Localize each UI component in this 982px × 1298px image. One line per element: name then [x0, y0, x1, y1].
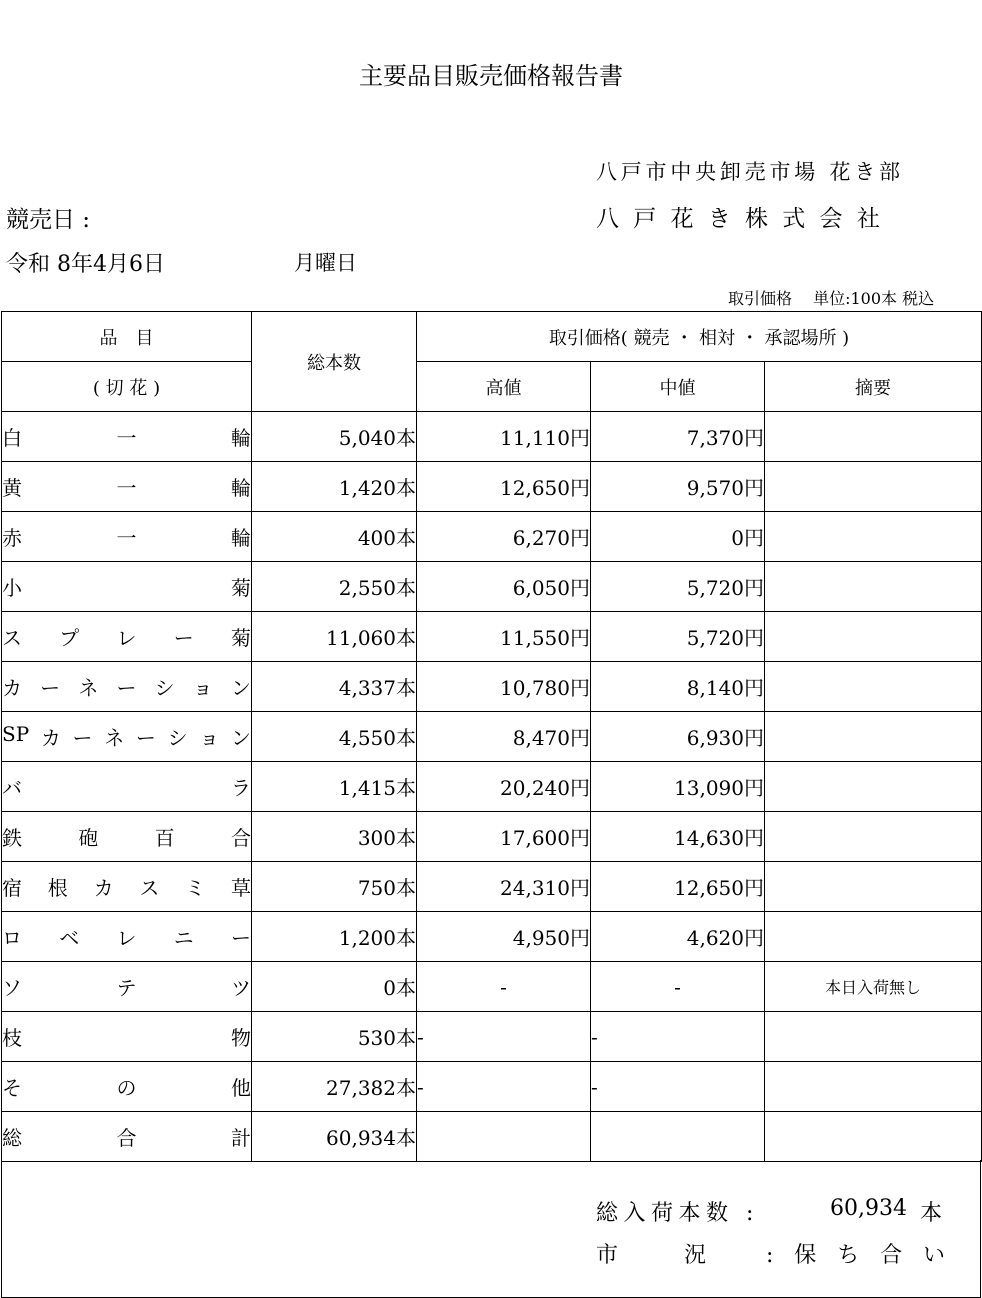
table-row — [2, 512, 982, 562]
mid-price: 9,570円 — [591, 462, 765, 512]
high-price: - — [417, 1062, 591, 1112]
high-price: - — [417, 1012, 591, 1062]
item-name: カ ー ネ ー シ ョ ン — [2, 676, 251, 700]
table-row — [2, 662, 982, 712]
total-count: 5,040本 — [252, 412, 417, 462]
total-count: 27,382本 — [252, 1062, 417, 1112]
mid-price: 5,720円 — [591, 612, 765, 662]
header-high: 高値 — [417, 362, 591, 412]
table-row — [2, 912, 982, 962]
table-row — [2, 862, 982, 912]
total-count: 1,200本 — [252, 912, 417, 962]
high-price: 4,950円 — [417, 912, 591, 962]
total-arrivals-value: 60,934 — [830, 1196, 907, 1221]
mid-price: 6,930円 — [591, 712, 765, 762]
table-row — [2, 1012, 982, 1062]
total-count: 400本 — [252, 512, 417, 562]
remarks — [765, 562, 982, 612]
remarks — [765, 662, 982, 712]
total-count: 300本 — [252, 812, 417, 862]
market-name: 八戸市中央卸売市場 花き部 — [596, 160, 904, 184]
item-name-cell — [2, 962, 252, 1012]
item-name-cell — [2, 712, 252, 762]
item-name-cell — [2, 862, 252, 912]
high-price: 10,780円 — [417, 662, 591, 712]
item-name: 鉄 砲 百 合 — [2, 826, 251, 850]
unit-note: 取引価格 単位:100本 税込 — [728, 289, 935, 308]
item-name-cell — [2, 612, 252, 662]
table-row — [2, 712, 982, 762]
mid-price: - — [591, 1012, 765, 1062]
table-row — [2, 562, 982, 612]
mid-price — [591, 1112, 765, 1162]
total-count: 530本 — [252, 1012, 417, 1062]
table-row — [2, 812, 982, 862]
market-condition-value: :保ち合い — [766, 1243, 966, 1268]
total-count: 4,337本 — [252, 662, 417, 712]
sale-date-label: 競売日 : — [6, 207, 91, 233]
high-price: 6,270円 — [417, 512, 591, 562]
high-price: 11,550円 — [417, 612, 591, 662]
footer-box — [1, 1160, 981, 1298]
mid-price: 7,370円 — [591, 412, 765, 462]
company-name: 八戸花き株式会社 — [596, 206, 895, 232]
weekday: 月曜日 — [294, 251, 357, 275]
mid-price: 0円 — [591, 512, 765, 562]
mid-price: - — [591, 1062, 765, 1112]
mid-price: - — [591, 962, 765, 1012]
total-arrivals-unit: 本 — [920, 1201, 943, 1226]
remarks — [765, 1012, 982, 1062]
report-title: 主要品目販売価格報告書 — [359, 62, 623, 90]
total-count: 4,550本 — [252, 712, 417, 762]
item-name: 総 合 計 — [2, 1126, 251, 1150]
item-name-cell — [2, 412, 252, 462]
mid-price: 14,630円 — [591, 812, 765, 862]
item-name-cell — [2, 812, 252, 862]
sale-date-value: 令和 8年4月6日 — [6, 252, 165, 277]
total-count: 1,420本 — [252, 462, 417, 512]
market-condition-label: 市況 — [596, 1243, 773, 1268]
remarks — [765, 1112, 982, 1162]
header-item-sub: ( 切 花 ) — [2, 362, 252, 412]
high-price: 8,470円 — [417, 712, 591, 762]
header-row-1 — [2, 312, 982, 362]
remarks — [765, 712, 982, 762]
remarks — [765, 512, 982, 562]
table-row — [2, 1112, 982, 1162]
item-name: ソ テ ツ — [2, 976, 251, 1000]
item-name-cell — [2, 1112, 252, 1162]
mid-price: 13,090円 — [591, 762, 765, 812]
item-name: SP カ ー ネ ー シ ョ ン — [2, 722, 251, 750]
table-row — [2, 462, 982, 512]
header-row-2 — [2, 362, 982, 412]
high-price: 20,240円 — [417, 762, 591, 812]
high-price: 11,110円 — [417, 412, 591, 462]
high-price: 17,600円 — [417, 812, 591, 862]
remarks — [765, 762, 982, 812]
high-price: 6,050円 — [417, 562, 591, 612]
item-name-cell — [2, 562, 252, 612]
remarks — [765, 912, 982, 962]
mid-price: 8,140円 — [591, 662, 765, 712]
item-name: 枝 物 — [2, 1026, 251, 1050]
total-count: 2,550本 — [252, 562, 417, 612]
high-price: - — [417, 962, 591, 1012]
remarks — [765, 1062, 982, 1112]
item-name-cell — [2, 762, 252, 812]
table-row — [2, 612, 982, 662]
item-name-cell — [2, 462, 252, 512]
item-name: そ の 他 — [2, 1076, 251, 1100]
item-name: バ ラ — [2, 776, 251, 800]
remarks — [765, 462, 982, 512]
remarks: 本日入荷無し — [765, 962, 982, 1012]
remarks — [765, 812, 982, 862]
header-item: 品 目 — [2, 312, 252, 362]
item-name-cell — [2, 1012, 252, 1062]
total-count: 1,415本 — [252, 762, 417, 812]
item-name: ス プ レ ー 菊 — [2, 626, 251, 650]
header-price-group: 取引価格( 競売 ・ 相対 ・ 承認場所 ) — [417, 312, 982, 362]
item-name: 赤 一 輪 — [2, 526, 251, 550]
item-name: 黄 一 輪 — [2, 476, 251, 500]
high-price: 12,650円 — [417, 462, 591, 512]
price-table — [1, 311, 982, 1162]
item-name: ロ ベ レ ニ ー — [2, 926, 251, 950]
total-count: 0本 — [252, 962, 417, 1012]
item-name: 宿 根 カ ス ミ 草 — [2, 876, 251, 900]
high-price — [417, 1112, 591, 1162]
item-name-cell — [2, 662, 252, 712]
table-row — [2, 1062, 982, 1112]
header-mid: 中値 — [591, 362, 765, 412]
header-note: 摘要 — [765, 362, 982, 412]
total-count: 60,934本 — [252, 1112, 417, 1162]
table-row — [2, 962, 982, 1012]
mid-price: 4,620円 — [591, 912, 765, 962]
item-name-cell — [2, 512, 252, 562]
item-name-cell — [2, 912, 252, 962]
header-total: 総本数 — [252, 312, 417, 412]
item-name: 小 菊 — [2, 576, 251, 600]
total-arrivals-label: 総入荷本数 : — [596, 1201, 759, 1226]
remarks — [765, 862, 982, 912]
table-row — [2, 412, 982, 462]
mid-price: 5,720円 — [591, 562, 765, 612]
remarks — [765, 612, 982, 662]
total-count: 11,060本 — [252, 612, 417, 662]
item-name: 白 一 輪 — [2, 426, 251, 450]
item-name-cell — [2, 1062, 252, 1112]
mid-price: 12,650円 — [591, 862, 765, 912]
remarks — [765, 412, 982, 462]
table-row — [2, 762, 982, 812]
high-price: 24,310円 — [417, 862, 591, 912]
total-count: 750本 — [252, 862, 417, 912]
